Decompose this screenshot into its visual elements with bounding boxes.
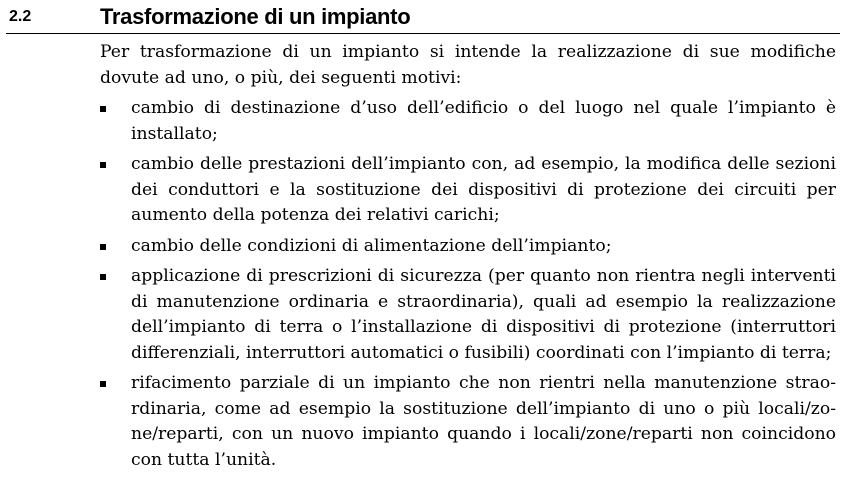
section-body [100,40,836,478]
list-item-text: cambio delle condizioni di alimentazione dell’impianto; [131,235,612,256]
square-bullet-icon [100,162,106,168]
list-item-text: cambio di destinazione d’uso dell’edificio o del luogo nel quale l’impianto è installato; [131,98,836,144]
square-bullet-icon [100,381,106,387]
list-item [100,152,836,229]
list-item-text: cambio delle prestazioni dell’impianto con, ad esempio, la modifica delle sezioni dei conduttori e la sostituzione dei dispositivi di protezione dei circuiti per aumento della potenza dei relativi carichi; [131,154,836,225]
list-item-text: rifacimento parziale di un impianto che non rientri nella manutenzione straordinaria, come ad esempio la sostituzione dell’impianto di uno o più locali/zone/reparti, con un nuovo impianto quando i locali/zone/reparti non coincidono con tutta l’unità. [131,373,836,470]
title-divider [6,33,840,34]
list-item [100,371,836,473]
list-item [100,264,836,366]
list-item [100,96,836,147]
list-item [100,234,836,260]
section-number: 2.2 [9,8,32,25]
section-title: Trasformazione di un impianto [100,4,411,29]
square-bullet-icon [100,274,106,280]
list-item-text: applicazione di prescrizioni di sicurezza (per quanto non rientra negli interventi di manutenzione ordinaria e straordinaria), quali ad esempio la realizzazione dell’impianto di terra o l’installazione di dispositivi di protezione (interruttori differenziali, interruttori automatici o fusibili) coordinati con l’impianto di terra; [131,266,836,363]
square-bullet-icon [100,106,106,112]
square-bullet-icon [100,244,106,250]
intro-paragraph: Per trasformazione di un impianto si intende la realizzazione di sue modifiche dovute ad uno, o più, dei seguenti motivi: [100,42,836,88]
motivi-list [100,96,836,473]
